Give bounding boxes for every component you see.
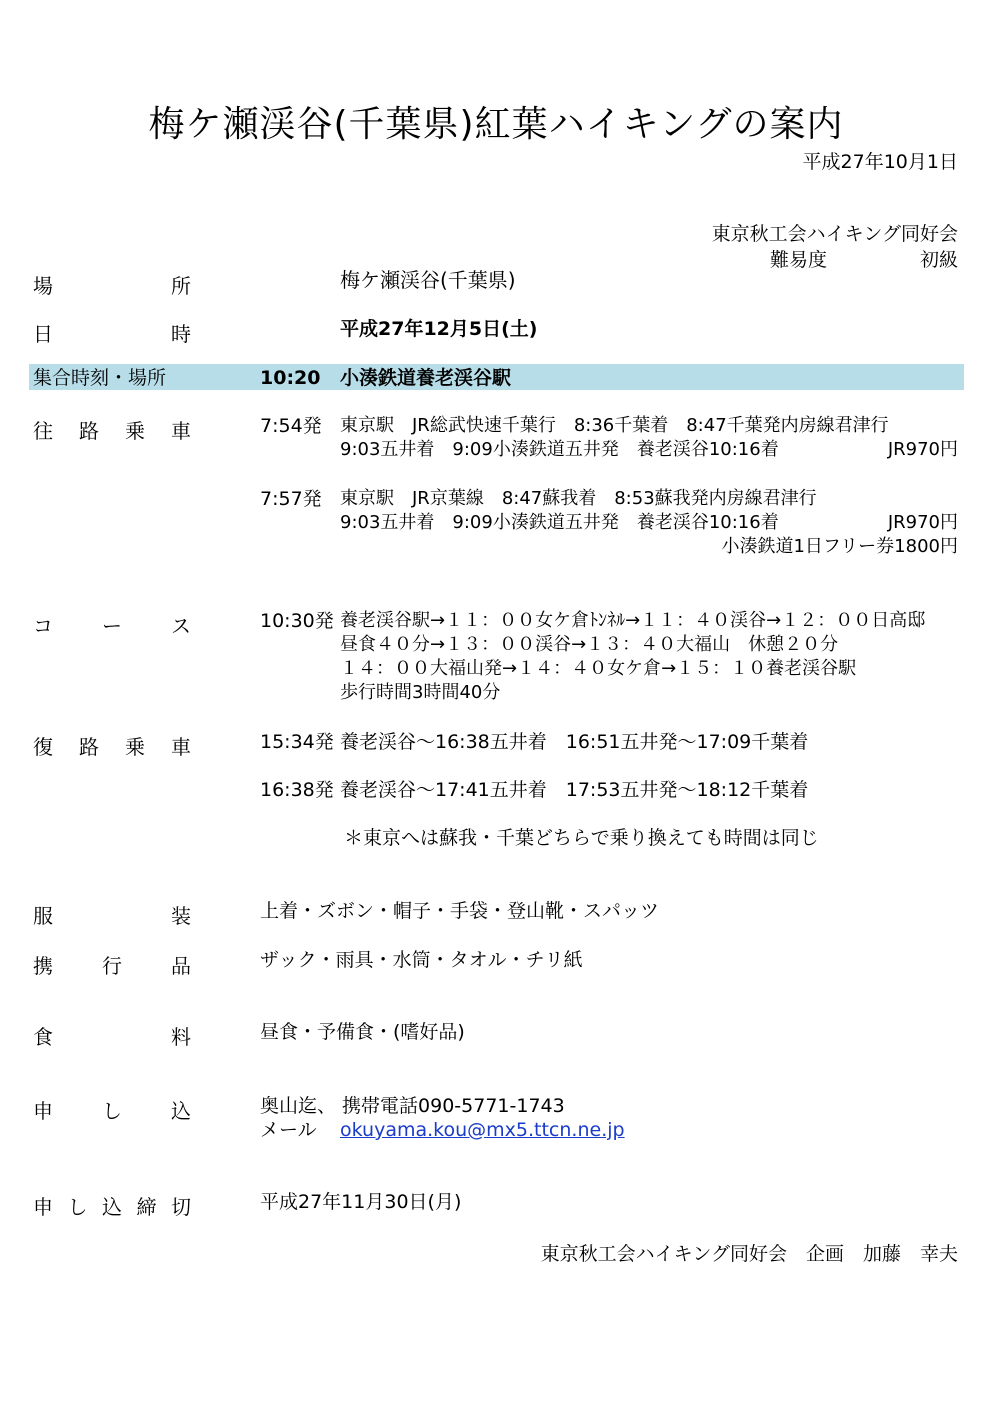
free-pass: 小湊鉄道1日フリー券1800円 xyxy=(721,536,958,557)
clothing-label: 服 装 xyxy=(33,904,191,928)
transfer-note: ＊東京へは蘇我・千葉どちらで乗り換えても時間は同じ xyxy=(344,827,819,849)
datetime-label: 日 時 xyxy=(33,322,191,346)
items-label: 携 行 品 xyxy=(33,954,191,978)
return-time-2: 16:38発 xyxy=(260,779,334,801)
email-link[interactable]: okuyama.kou@mx5.ttcn.ne.jp xyxy=(340,1119,625,1141)
course-line-3: １４：００大福山発→１４：４０女ケ倉→１５：１０養老渓谷駅 xyxy=(340,658,857,679)
outbound-route-1-fare: JR970円 xyxy=(887,439,958,460)
apply-phone: 奥山迄、 携帯電話090-5771-1743 xyxy=(260,1095,565,1117)
datetime-value: 平成27年12月5日(土) xyxy=(340,318,538,340)
course-time: 10:30発 xyxy=(260,610,334,632)
course-line-1: 養老渓谷駅→１１：００女ケ倉ﾄﾝﾈﾙ→１１：４０渓谷→１２：００日高邸 xyxy=(340,610,926,631)
issue-date: 平成27年10月1日 xyxy=(802,151,958,173)
outbound-time-2: 7:57発 xyxy=(260,488,322,510)
food-label: 食 料 xyxy=(33,1025,191,1049)
outbound-route-2-fare: JR970円 xyxy=(887,512,958,533)
deadline-value: 平成27年11月30日(月) xyxy=(260,1191,462,1213)
outbound-route-2-line2: 9:03五井着 9:09小湊鉄道五井発 養老渓谷10:16着 xyxy=(340,512,779,533)
outbound-route-1-line2: 9:03五井着 9:09小湊鉄道五井発 養老渓谷10:16着 xyxy=(340,439,779,460)
footer-organizer: 東京秋工会ハイキング同好会 企画 加藤 幸夫 xyxy=(540,1243,958,1265)
course-line-2: 昼食４０分→１３：００渓谷→１３：４０大福山 休憩２０分 xyxy=(340,634,839,655)
page-title: 梅ケ瀬渓谷(千葉県)紅葉ハイキングの案内 xyxy=(148,104,844,145)
apply-label: 申 し 込 xyxy=(33,1099,191,1123)
place-value: 梅ケ瀬渓谷(千葉県) xyxy=(340,268,516,292)
food-value: 昼食・予備食・(嗜好品) xyxy=(260,1021,465,1043)
difficulty-label: 難易度 xyxy=(770,249,828,271)
outbound-time-1: 7:54発 xyxy=(260,415,322,437)
meeting-place: 小湊鉄道養老渓谷駅 xyxy=(340,367,512,389)
outbound-label: 往 路 乗 車 xyxy=(33,419,191,443)
place-label: 場 所 xyxy=(33,274,191,298)
meeting-label: 集合時刻・場所 xyxy=(33,367,167,389)
difficulty-value: 初級 xyxy=(919,249,958,271)
return-route-2: 養老渓谷～17:41五井着 17:53五井発～18:12千葉着 xyxy=(340,779,809,801)
items-value: ザック・雨具・水筒・タオル・チリ紙 xyxy=(260,949,583,971)
deadline-label: 申 し 込 締 切 xyxy=(33,1195,191,1219)
outbound-route-1-line1: 東京駅 JR総武快速千葉行 8:36千葉着 8:47千葉発内房線君津行 xyxy=(340,415,889,436)
course-label: コ ー ス xyxy=(33,614,191,638)
return-route-1: 養老渓谷～16:38五井着 16:51五井発～17:09千葉着 xyxy=(340,731,809,753)
return-time-1: 15:34発 xyxy=(260,731,334,753)
organizer: 東京秋工会ハイキング同好会 xyxy=(711,223,958,245)
mail-label: メール xyxy=(260,1119,317,1141)
course-line-4: 歩行時間3時間40分 xyxy=(340,682,501,703)
clothing-value: 上着・ズボン・帽子・手袋・登山靴・スパッツ xyxy=(260,900,660,922)
meeting-time: 10:20 xyxy=(260,367,321,389)
return-label: 復 路 乗 車 xyxy=(33,735,191,759)
outbound-route-2-line1: 東京駅 JR京葉線 8:47蘇我着 8:53蘇我発内房線君津行 xyxy=(340,488,817,509)
